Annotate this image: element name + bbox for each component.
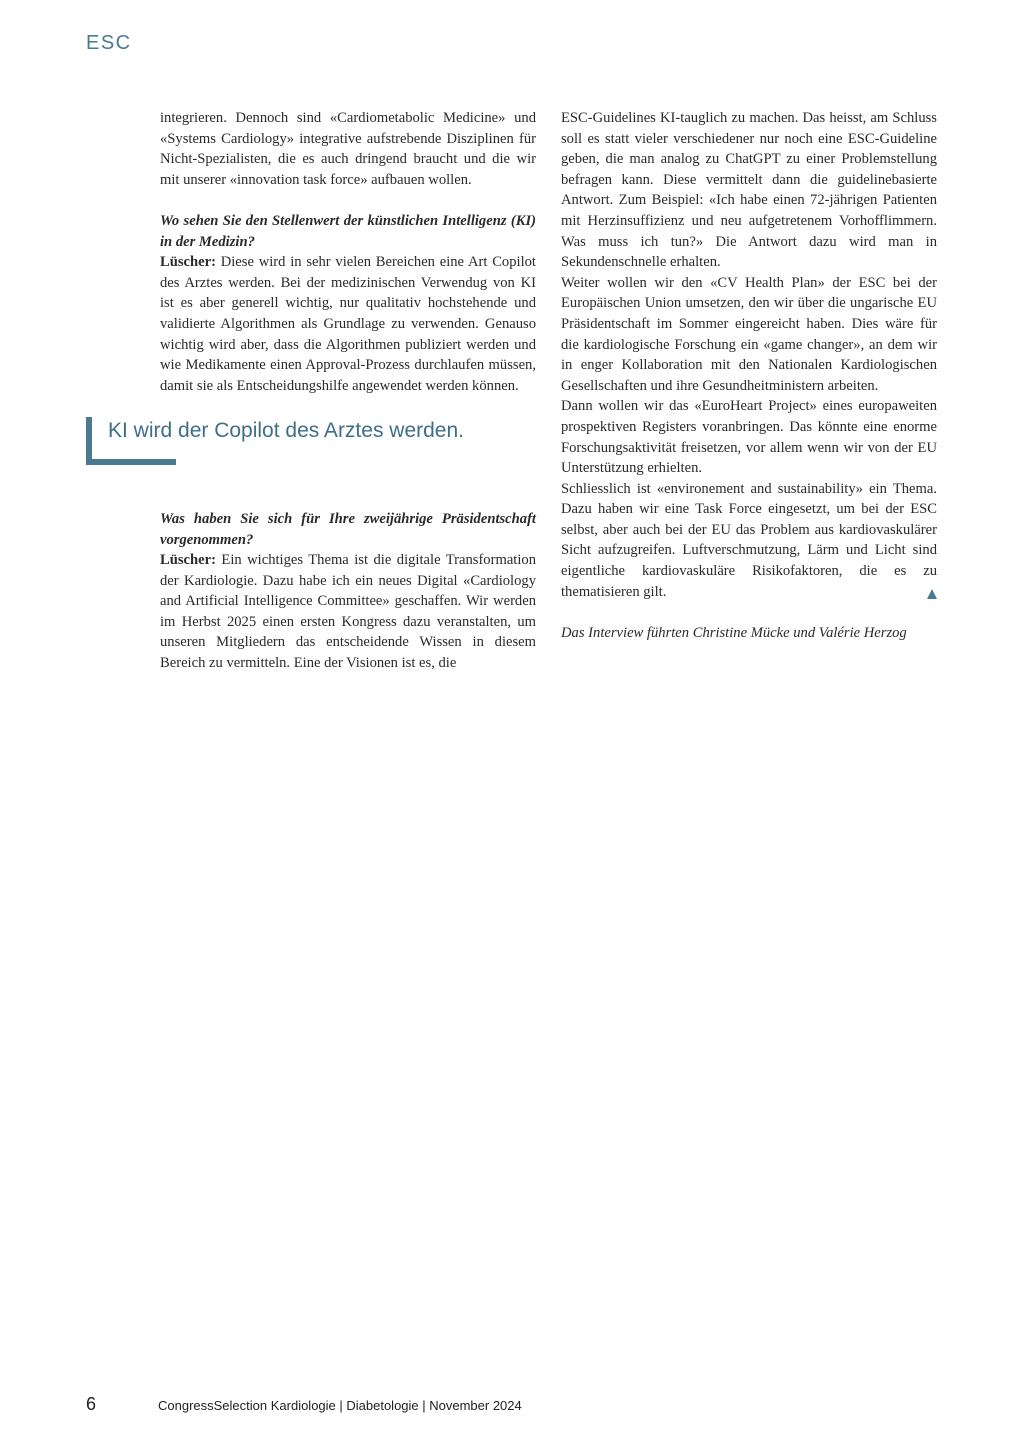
interview-answer (160, 550, 536, 674)
paragraph: ESC-Guidelines KI-tauglich zu machen. Das heisst, am Schluss soll es statt vieler verschiedener nur noch eine ESC-Guideline geben, die man analog zu ChatGPT zu einer Problemstellung befragen kann. Diese vermittelt dann die guidelinebasierte Antwort. Zum Beispiel: «Ich habe einen 72-jährigen Patienten mit Herzinsuffizienz und neu aufgetretenem Vorhofflimmern. Was muss ich tun?» Die Antwort dazu wird man in Sekundenschnelle erhalten. (561, 110, 937, 271)
left-column (108, 108, 536, 674)
speaker-name: Lüscher: (160, 254, 216, 271)
paragraph: Weiter wollen wir den «CV Health Plan» der ESC bei der Europäischen Union umsetzen, den wir über die ungarische EU Präsidentschaft im Sommer eingereicht haben. Dies wäre für die kardiologische Forschung ein «game changer», an dem wir in enger Kollaboration mit den Nationalen Kardiologischen Gesellschaften und ihre Gesundheitministern arbeiten. (561, 274, 937, 394)
right-column (561, 108, 937, 643)
paragraph: integrieren. Dennoch sind «Cardiometabolic Medicine» und «Systems Cardiology» integrative aufstrebende Disziplinen für Nicht-Spezialisten, die es auch dringend braucht und die wir mit unserer «innovation task force» aufbauen wollen. (160, 110, 536, 188)
speaker-name: Lüscher: (160, 552, 216, 569)
footer-publication: CongressSelection Kardiologie | Diabetologie | November 2024 (158, 1398, 522, 1413)
pull-quote-bracket (86, 417, 92, 465)
interview-credit: Das Interview führten Christine Mücke und Valérie Herzog (561, 624, 907, 641)
pull-quote-underline (86, 459, 176, 465)
answer-text: Ein wichtiges Thema ist die digitale Transformation der Kardiologie. Dazu habe ich ein neues Digital «Cardiology and Artificial Intelligence Committee» geschaffen. Wir werden im Herbst 2025 einen ersten Kongress dazu veranstalten, um unseren Mitgliedern das entscheidende Wissen in diesem Bereich zu vermitteln. Eine der Visionen ist es, die (160, 552, 536, 672)
interview-question: Wo sehen Sie den Stellenwert der künstlichen Intelligenz (KI) in der Medizin? (160, 212, 536, 250)
triangle-up-icon (927, 589, 937, 599)
answer-text: Diese wird in sehr vielen Bereichen eine Art Copilot des Arztes werden. Bei der medizinischen Verwendug von KI ist es aber generell wichtig, nur qualitativ hochstehende und validierte Algorithmen als Grundlage zu verwenden. Genauso wichtig wird aber, dass die Algorithmen publiziert werden und wie Medikamente einen Approval-Prozess durchlaufen müssen, damit sie als Entscheidungshilfe angewendet werden können. (160, 254, 536, 394)
paragraph: Dann wollen wir das «EuroHeart Project» eines europaweiten prospektiven Registers voranbringen. Das könnte eine enorme Forschungsaktivität freisetzen, vor allem wenn wir von der EU Unterstützung erhielten. (561, 398, 937, 477)
interview-answer (160, 252, 536, 396)
section-label: ESC (86, 32, 132, 54)
final-paragraph (561, 479, 937, 603)
interview-question: Was haben Sie sich für Ihre zweijährige Präsidentschaft vorgenommen? (160, 510, 536, 548)
page-number: 6 (86, 1394, 97, 1414)
pull-quote (86, 417, 462, 509)
paragraph: Schliesslich ist «environement and sustainability» ein Thema. Dazu haben wir eine Task Force eingesetzt, um bei der ESC selbst, aber auch bei der EU das Problem aus kardiovaskulärer Sicht aufzugreifen. Luftverschmutzung, Lärm und Licht sind eigentliche kardiovaskuläre Risikofaktoren, die es zu thematisieren gilt. (561, 480, 937, 600)
pull-quote-text: KI wird der Copilot des Arztes werden. (108, 418, 464, 442)
